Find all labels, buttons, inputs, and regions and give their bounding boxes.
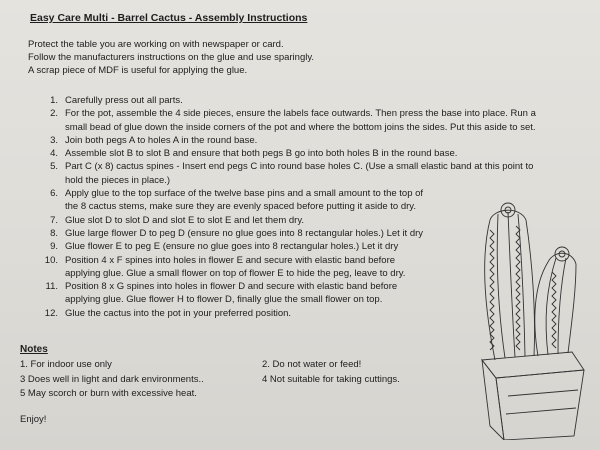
pot-front (496, 370, 584, 440)
step-number: 3. (50, 134, 58, 146)
step-text: hold the pieces in place.) (65, 174, 171, 186)
step-text: Position 4 x F spines into holes in flower E and secure with elastic band before (65, 254, 396, 266)
step-item (38, 280, 495, 307)
notes-left-column (20, 358, 204, 402)
step-text: applying glue. Glue a small flower on top of flower E to hide the peg, leave to dry. (65, 267, 406, 279)
step-number: 11. (45, 281, 58, 293)
intro-line: Protect the table you are working on with newspaper or card. (28, 39, 284, 50)
pot-side (482, 360, 504, 440)
step-item (38, 187, 495, 214)
step-number: 10. (44, 254, 58, 266)
step-text: Join both pegs A to holes A in the round base. (65, 134, 258, 146)
note-item: 4 Not suitable for taking cuttings. (262, 373, 400, 385)
step-text: small bead of glue down the inside corners of the pot and where the bottom joins the sides. Put this aside to set. (65, 121, 536, 133)
note-item: 3 Does well in light and dark environments.. (20, 373, 204, 385)
step-text: Glue slot D to slot D and slot E to slot E and let them dry. (65, 214, 305, 226)
step-text: For the pot, assemble the 4 side pieces, ensure the labels face outwards. Then press the base into place. Run a (65, 108, 536, 120)
step-number: 2. (50, 108, 58, 120)
step-text: the 8 cactus stems, make sure they are evenly spaced before putting it aside to dry. (65, 201, 416, 213)
step-number: 4. (50, 148, 58, 160)
step-text: Glue the cactus into the pot in your preferred position. (65, 307, 292, 319)
cactus-illustration (460, 200, 590, 440)
step-item (38, 160, 586, 187)
intro-line: Follow the manufacturers instructions on the glue and use sparingly. (28, 52, 315, 63)
step-number: 12. (44, 307, 58, 319)
notes-right-column (262, 358, 400, 387)
step-item (38, 240, 495, 253)
cactus-stem (568, 264, 576, 353)
document-title: Easy Care Multi - Barrel Cactus - Assembly Instructions (30, 12, 308, 24)
step-text: Carefully press out all parts. (65, 95, 183, 106)
step-number: 6. (50, 188, 58, 200)
step-item (38, 214, 495, 227)
notes-heading: Notes (20, 344, 48, 355)
step-item (38, 147, 586, 160)
step-item (38, 134, 586, 147)
cactus-spine (490, 230, 494, 350)
step-number: 9. (50, 241, 58, 253)
step-item (38, 107, 586, 134)
step-number: 1. (50, 95, 58, 106)
cactus-stem (558, 258, 566, 354)
step-text: Part C (x 8) cactus spines - Insert end pegs C into round base holes C. (Use a small elastic band at this point to (65, 161, 534, 173)
step-item (38, 307, 495, 320)
step-text: Glue flower E to peg E (ensure no glue goes into 8 rectangular holes.) Let it dry (65, 241, 399, 253)
pot-rim (482, 352, 584, 378)
intro-paragraph (28, 38, 314, 77)
intro-line: A scrap piece of MDF is useful for applying the glue. (28, 65, 248, 76)
step-item (38, 94, 586, 107)
note-item: 1. For indoor use only (20, 359, 112, 370)
cactus-spine (552, 272, 556, 348)
step-text: Position 8 x G spines into holes in flower D and secure with elastic band before (65, 281, 398, 293)
note-item: 2. Do not water or feed! (262, 359, 362, 370)
step-text: Apply glue to the top surface of the twelve base pins and a small amount to the top of (65, 188, 424, 200)
cactus-stem (526, 220, 535, 356)
cactus-stem (508, 212, 515, 357)
step-number: 7. (50, 214, 58, 226)
step-text: applying glue. Glue flower H to flower D, finally glue the small flower on top. (65, 294, 383, 306)
cactus-stem (497, 214, 505, 358)
cactus-spine (516, 226, 520, 350)
step-number: 8. (50, 227, 58, 239)
closing-text: Enjoy! (20, 414, 47, 425)
step-item (38, 254, 495, 281)
step-number: 5. (50, 161, 58, 173)
step-item (38, 227, 495, 240)
note-item: 5 May scorch or burn with excessive heat. (20, 388, 197, 399)
step-text: Assemble slot B to slot B and ensure that both pegs B go into both holes B in the round base. (65, 148, 458, 160)
step-text: Glue large flower D to peg D (ensure no glue goes into 8 rectangular holes.) Let it dry (65, 227, 424, 239)
cactus-stem (535, 262, 548, 356)
